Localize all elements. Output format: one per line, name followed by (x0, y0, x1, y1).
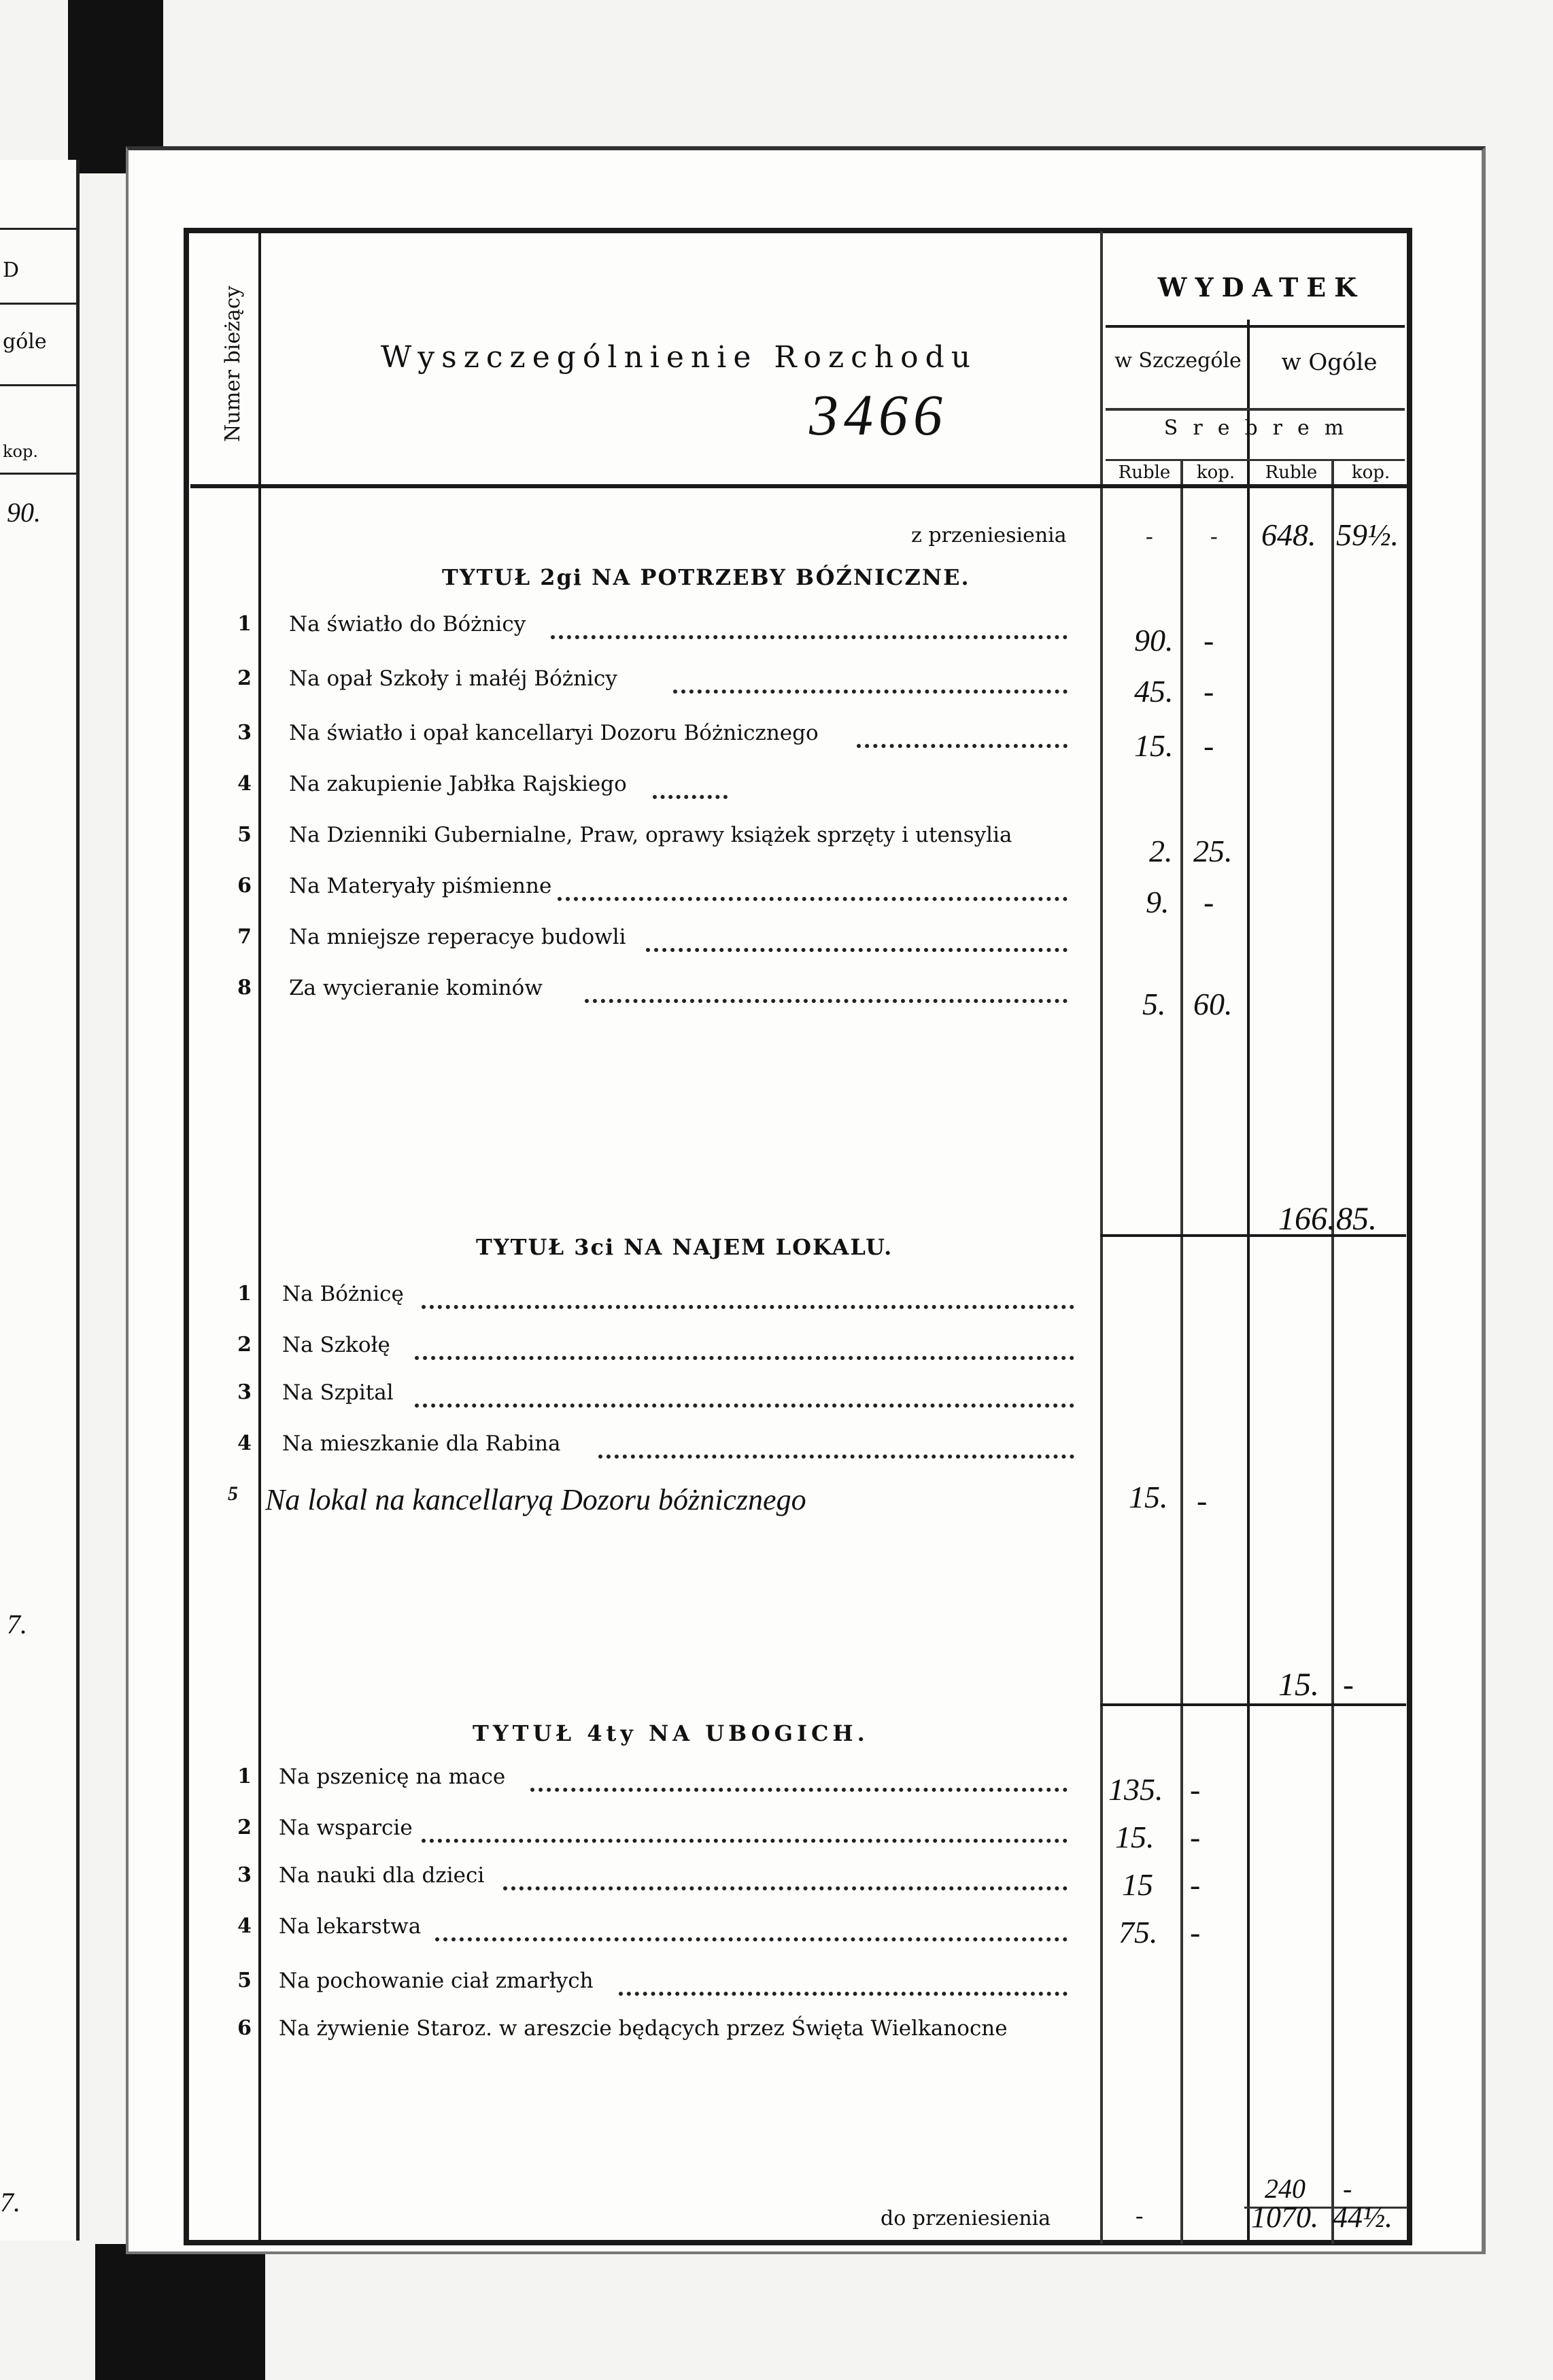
column-rule (1247, 320, 1250, 2244)
leader-dots (673, 687, 1068, 694)
item-text-handwritten: Na lokal na kancellaryą Dozoru bóżnicznego (265, 1483, 806, 1516)
header-w-ogole: w Ogóle (1281, 349, 1378, 376)
left-head-fragment: kop. (3, 442, 38, 461)
item-ruble: 2. (1149, 834, 1173, 868)
item-kop: - (1190, 1915, 1201, 1950)
item-number: 5 (237, 823, 252, 847)
adjacent-page-fragment (0, 160, 80, 2241)
section-total-kop: 85. (1336, 1201, 1377, 1237)
carry-out-total-kop: 44½. (1333, 2200, 1393, 2234)
section-total-ruble: 15. (1278, 1667, 1319, 1703)
item-text: Na pochowanie ciał zmarłych (279, 1969, 594, 1993)
item-text: Na opał Szkoły i małéj Bóżnicy (289, 666, 617, 691)
item-text: Za wycieranie kominów (289, 976, 543, 1000)
item-ruble: 15. (1115, 1820, 1155, 1854)
column-rule (1331, 459, 1334, 2244)
carry-out-det-ruble: - (1136, 2203, 1144, 2228)
column-rule (1100, 231, 1103, 2244)
section-title: TYTUŁ 2gi NA POTRZEBY BÓŹNICZNE. (442, 564, 970, 590)
carry-in-label: z przeniesienia (911, 524, 1067, 547)
item-number: 3 (237, 721, 252, 745)
leader-dots (422, 1302, 1074, 1309)
leader-dots (598, 1452, 1074, 1459)
item-text: Na Materyały piśmienne (289, 874, 552, 898)
item-text: Na Dzienniki Gubernialne, Praw, oprawy książek sprzęty i utensylia (289, 823, 1012, 847)
item-text: Na pszenicę na mace (279, 1765, 506, 1789)
carry-in-total-kop: 59½. (1336, 517, 1399, 552)
left-hand-value: 7. (7, 1609, 27, 1639)
leader-dots (585, 996, 1068, 1003)
left-head-fragment: D (3, 258, 20, 282)
item-text: Na Szpital (282, 1380, 394, 1405)
column-rule (1180, 459, 1183, 2244)
item-text: Na światło do Bóżnicy (289, 612, 526, 636)
section-total-kop: - (1343, 1667, 1354, 1703)
section-title: TYTUŁ 3ci NA NAJEM LOKALU. (476, 1234, 893, 1260)
item-kop: - (1197, 1483, 1208, 1518)
item-kop: - (1190, 1772, 1201, 1807)
item-number: 6 (237, 874, 252, 898)
header-rule (1106, 408, 1405, 411)
item-number: 4 (237, 1431, 252, 1455)
subtotal-rule (1100, 1703, 1406, 1706)
column-rule (258, 231, 261, 2244)
leader-dots (422, 1836, 1068, 1843)
carry-in-det-kop: - (1210, 524, 1218, 548)
section-total-kop: - (1343, 2173, 1352, 2204)
item-ruble: 15. (1129, 1480, 1168, 1514)
item-text: Na wsparcie (279, 1816, 413, 1840)
column-header-number: Numer bieżący (221, 286, 245, 442)
carry-in-total-ruble: 648. (1261, 517, 1316, 552)
item-ruble: 15. (1134, 728, 1174, 763)
section-title: TYTUŁ 4ty NA UBOGICH. (473, 1720, 869, 1746)
header-rule (1106, 459, 1405, 461)
item-number: 8 (237, 976, 252, 1000)
item-text: Na zakupienie Jabłka Rajskiego (289, 772, 627, 796)
carry-in-det-ruble: - (1146, 524, 1153, 548)
item-number: 3 (237, 1863, 252, 1887)
item-text: Na Bóżnicę (282, 1282, 404, 1306)
item-number: 2 (237, 1333, 252, 1357)
item-text: Na Szkołę (282, 1333, 390, 1357)
item-number: 7 (237, 925, 252, 949)
leader-dots (415, 1353, 1074, 1360)
item-number: 1 (237, 612, 252, 636)
scan-edge-dark (95, 2244, 265, 2380)
leader-dots (653, 792, 728, 799)
leader-dots (619, 1989, 1068, 1996)
item-kop: - (1190, 1867, 1201, 1902)
carry-out-label: do przeniesienia (881, 2207, 1051, 2230)
left-head-fragment: góle (3, 330, 47, 354)
item-number: 5 (228, 1482, 238, 1505)
leader-dots (530, 1785, 1068, 1792)
header-srebrem: Srebrem (1163, 416, 1359, 440)
item-number: 4 (237, 772, 252, 796)
item-kop: - (1190, 1820, 1201, 1854)
left-hand-value: 7. (0, 2187, 20, 2217)
item-ruble: 90. (1134, 623, 1174, 658)
leader-dots (435, 1935, 1068, 1941)
header-ruble: Ruble (1265, 462, 1318, 483)
item-kop: 25. (1193, 834, 1233, 868)
header-w-szczegole: w Szczególe (1114, 349, 1242, 373)
item-text: Na światło i opał kancellaryi Dozoru Bóżnicznego (289, 721, 819, 745)
item-text: Na lekarstwa (279, 1914, 422, 1939)
item-text: Na mieszkanie dla Rabina (282, 1431, 561, 1456)
item-kop: 60. (1193, 987, 1233, 1021)
section-total-ruble: 240 (1265, 2173, 1305, 2204)
item-number: 1 (237, 1765, 252, 1788)
item-ruble: 135. (1108, 1772, 1163, 1807)
item-number: 2 (237, 1816, 252, 1839)
item-number: 5 (237, 1969, 252, 1992)
left-hand-value: 90. (7, 497, 41, 528)
item-number: 4 (237, 1914, 252, 1938)
item-ruble: 15 (1122, 1867, 1153, 1902)
item-ruble: 9. (1146, 885, 1170, 919)
header-rule (1106, 325, 1405, 328)
header-kop: kop. (1196, 462, 1235, 483)
item-kop: - (1204, 885, 1214, 919)
item-kop: - (1204, 623, 1214, 658)
leader-dots (415, 1401, 1074, 1408)
item-number: 2 (237, 666, 252, 690)
item-text: Na żywienie Staroz. w areszcie będących przez Święta Wielkanocne (279, 2016, 1008, 2041)
item-text: Na nauki dla dzieci (279, 1863, 485, 1888)
leader-dots (551, 632, 1068, 639)
item-ruble: 45. (1134, 674, 1174, 709)
page-title: Wyszczególnienie Rozchodu (381, 340, 978, 375)
carry-out-total-ruble: 1070. (1251, 2200, 1318, 2234)
item-kop: - (1204, 728, 1214, 763)
item-number: 3 (237, 1380, 252, 1404)
item-number: 6 (237, 2016, 252, 2040)
item-ruble: 5. (1142, 987, 1166, 1021)
item-number: 1 (237, 1282, 252, 1306)
header-kop: kop. (1351, 462, 1390, 483)
item-kop: - (1204, 674, 1214, 709)
item-text: Na mniejsze reperacye budowli (289, 925, 626, 949)
leader-dots (558, 894, 1068, 901)
item-ruble: 75. (1119, 1915, 1158, 1950)
handwritten-page-number: 3466 (809, 382, 948, 447)
leader-dots (503, 1884, 1068, 1890)
header-ruble: Ruble (1118, 462, 1171, 483)
header-wydatek: WYDATEK (1157, 272, 1365, 303)
leader-dots (646, 945, 1068, 952)
section-total-ruble: 166. (1278, 1201, 1335, 1237)
header-bottom-rule (190, 484, 1407, 488)
leader-dots (857, 741, 1068, 748)
